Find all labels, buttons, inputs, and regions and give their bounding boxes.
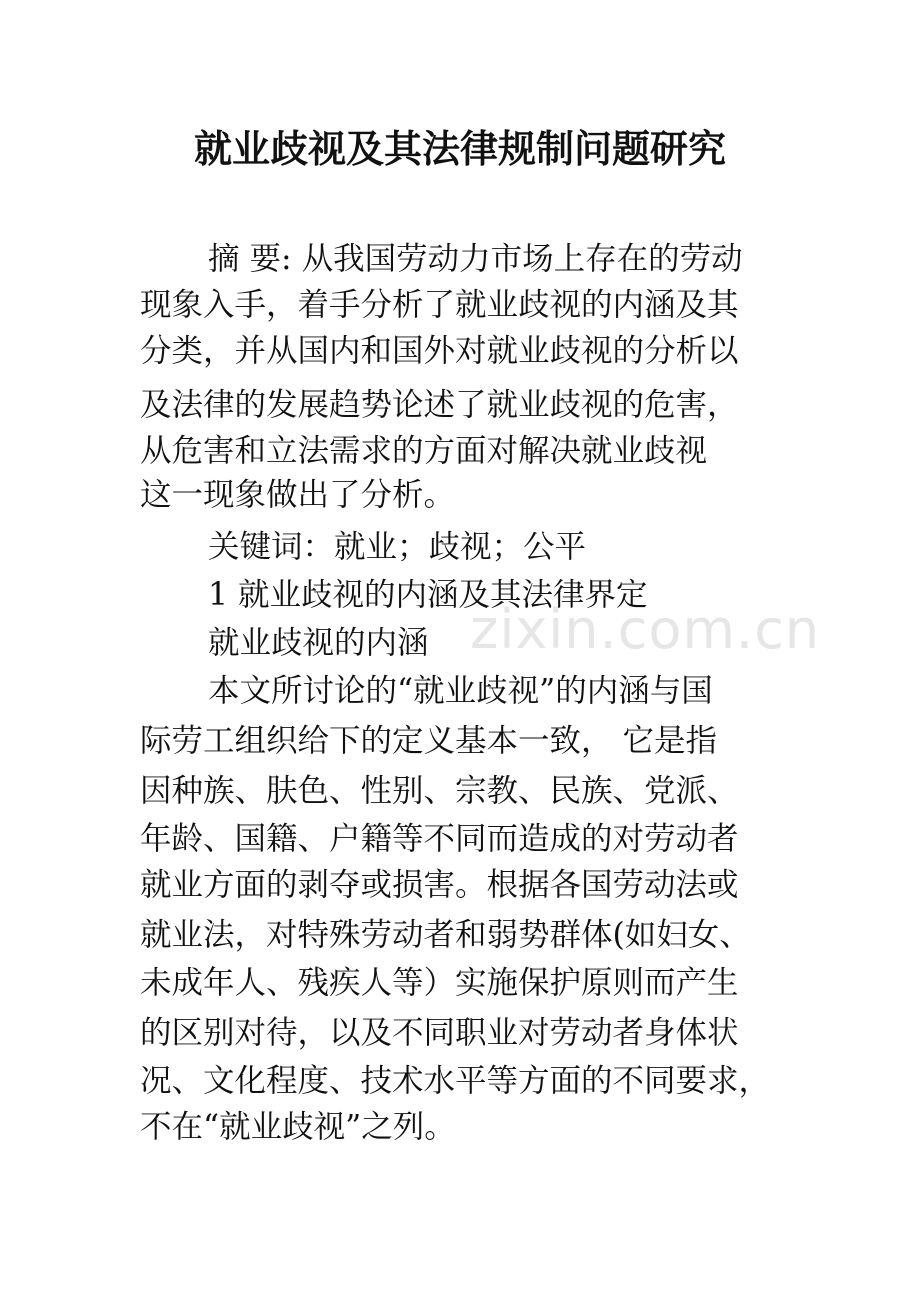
body-line-7: 未成年人、残疾人等）实施保护原则而产生	[140, 965, 739, 1001]
watermark: zixin.com.cn	[470, 598, 821, 661]
body-line-9: 况、文化程度、技术水平等方面的不同要求，	[140, 1063, 771, 1099]
abstract-line-6: 这一现象做出了分析。	[140, 477, 456, 513]
body-line-6: 就业法，对特殊劳动者和弱势群体(如妇女、	[140, 917, 751, 953]
body-line-10: 不在“就业歧视”之列。	[140, 1109, 456, 1145]
abstract-line-5: 从危害和立法需求的方面对解决就业歧视	[140, 433, 708, 469]
body-line-3: 因种族、肤色、性别、宗教、民族、党派、	[140, 773, 739, 809]
body-line-2: 际劳工组织给下的定义基本一致， 它是指	[140, 723, 718, 759]
keywords-line: 关键词：就业；歧视；公平	[208, 529, 587, 565]
body-line-4: 年龄、国籍、户籍等不同而造成的对劳动者	[140, 821, 739, 857]
abstract-line-3: 分类，并从国内和国外对就业歧视的分析以	[140, 333, 739, 369]
document-title: 就业歧视及其法律规制问题研究	[193, 126, 726, 171]
subsection-heading: 就业歧视的内涵	[208, 625, 429, 661]
abstract-line-2: 现象入手，着手分析了就业歧视的内涵及其	[140, 287, 739, 323]
section-heading: 1 就业歧视的内涵及其法律界定	[208, 577, 648, 613]
body-line-5: 就业方面的剥夺或损害。根据各国劳动法或	[140, 867, 739, 903]
abstract-line-4: 及法律的发展趋势论述了就业歧视的危害，	[140, 387, 739, 423]
body-line-8: 的区别对待，以及不同职业对劳动者身体状	[140, 1015, 739, 1051]
body-line-1: 本文所讨论的“就业歧视”的内涵与国	[208, 673, 713, 709]
abstract-line-1: 摘 要: 从我国劳动力市场上存在的劳动	[208, 241, 743, 277]
